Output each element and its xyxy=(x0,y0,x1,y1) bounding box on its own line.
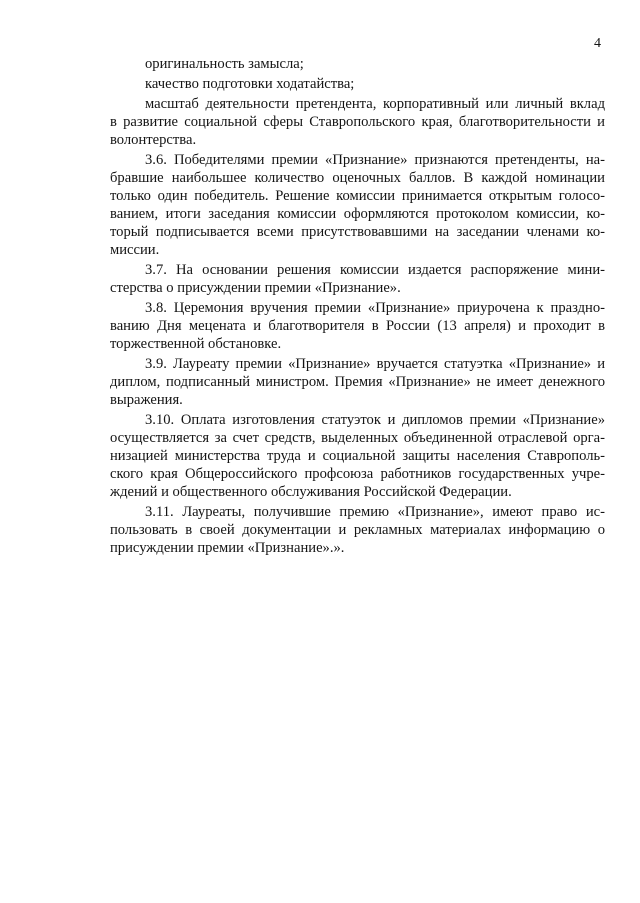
paragraph-3-6-line-5: торый подписывается всеми присутствовавшими на заседании членами ко- xyxy=(110,224,605,240)
paragraph-3-11-line-3: присуждении премии «Признание».». xyxy=(110,540,345,556)
criteria-item-quality: качество подготовки ходатайства; xyxy=(145,76,355,92)
paragraph-3-9-line-2: диплом, подписанный министром. Премия «Признание» не имеет денежного xyxy=(110,374,605,390)
paragraph-3-10-line-3: низацией министерства труда и социальной защиты населения Ставрополь- xyxy=(110,448,605,464)
paragraph-3-7-line-1: 3.7. На основании решения комиссии издается распоряжение мини- xyxy=(145,262,605,278)
paragraph-3-10-line-4: ского края Общероссийского профсоюза работников государственных учре- xyxy=(110,466,605,482)
paragraph-3-6-line-2: бравшие наибольшее количество оценочных баллов. В каждой номинации xyxy=(110,170,605,186)
page-number: 4 xyxy=(594,36,601,51)
paragraph-3-8-line-1: 3.8. Церемония вручения премии «Признание» приурочена к праздно- xyxy=(145,300,605,316)
paragraph-3-8-line-3: торжественной обстановке. xyxy=(110,336,282,352)
paragraph-3-10-line-1: 3.10. Оплата изготовления статуэток и дипломов премии «Признание» xyxy=(145,412,605,428)
paragraph-3-6-line-1: 3.6. Победителями премии «Признание» признаются претенденты, на- xyxy=(145,152,605,168)
paragraph-3-6-line-6: миссии. xyxy=(110,242,160,258)
paragraph-3-7-line-2: стерства о присуждении премии «Признание». xyxy=(110,280,401,296)
paragraph-3-8-line-2: ванию Дня мецената и благотворителя в России (13 апреля) и проходит в xyxy=(110,318,605,334)
paragraph-3-9-line-3: выражения. xyxy=(110,392,183,408)
criteria-scale-line-3: волонтерства. xyxy=(110,132,197,148)
criteria-scale-line-1: масштаб деятельности претендента, корпоративный или личный вклад xyxy=(145,96,605,112)
paragraph-3-10-line-5: ждений и общественного обслуживания Российской Федерации. xyxy=(110,484,512,500)
paragraph-3-10-line-2: осуществляется за счет средств, выделенных объединенной отраслевой орга- xyxy=(110,430,605,446)
paragraph-3-6-line-3: только один победитель. Решение комиссии принимается открытым голосо- xyxy=(110,188,605,204)
paragraph-3-11-line-1: 3.11. Лауреаты, получившие премию «Признание», имеют право ис- xyxy=(145,504,605,520)
paragraph-3-11-line-2: пользовать в своей документации и рекламных материалах информацию о xyxy=(110,522,605,538)
criteria-scale-line-2: в развитие социальной сферы Ставропольского края, благотворительности и xyxy=(110,114,605,130)
paragraph-3-9-line-1: 3.9. Лауреату премии «Признание» вручается статуэтка «Признание» и xyxy=(145,356,605,372)
paragraph-3-6-line-4: ванием, итоги заседания комиссии оформляются протоколом комиссии, ко- xyxy=(110,206,605,222)
criteria-item-originality: оригинальность замысла; xyxy=(145,56,304,72)
